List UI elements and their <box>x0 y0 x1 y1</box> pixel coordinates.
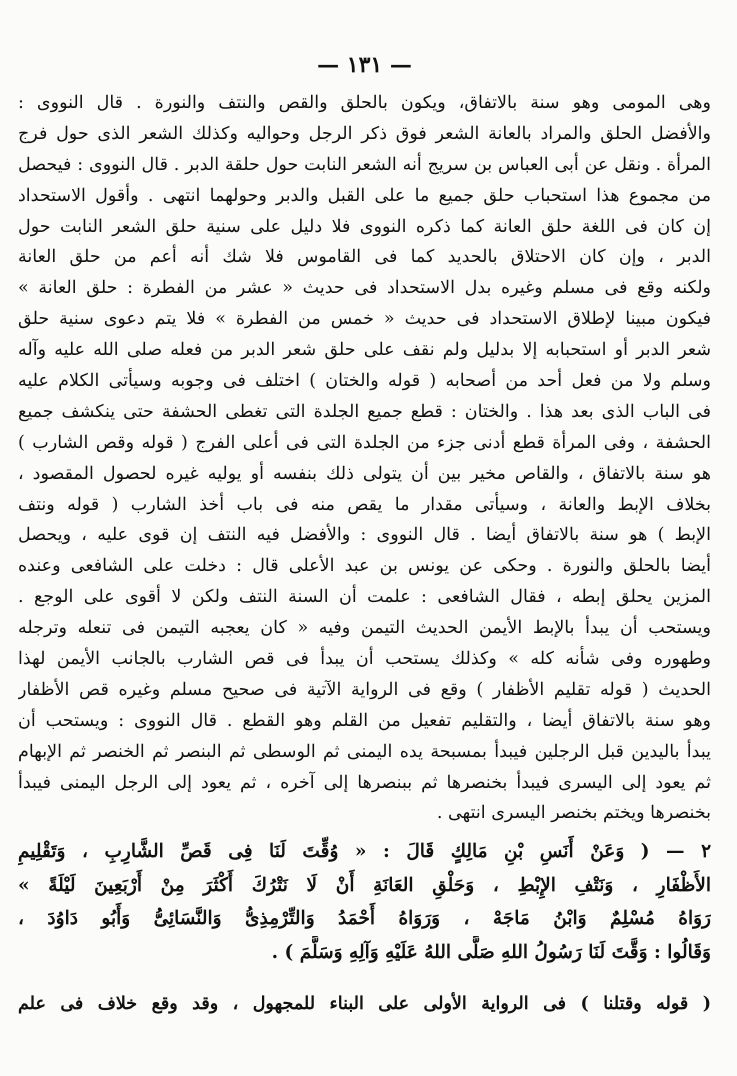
text-line: فيكون مبينا لإطلاق الاستحداد فى حديث « خمس من الفطرة » فلا يتم دعوى سنية حلق <box>18 309 711 330</box>
text-line: وهو سنة بالاتفاق أيضا ، والتقليم تفعيل من القلم وهو القطع . قال النووى : ويستحب أن <box>18 710 711 731</box>
text-line: فى الباب الذى بعد هذا . والختان : قطع جميع الجلدة التى تغطى الحشفة حتى ينكشف جميع <box>18 401 711 422</box>
commentary-continuation <box>18 989 711 1020</box>
hadith-line: وَقَالُوا : وَقَّتَ لَنَا رَسُولُ اللهِ صَلَّى اللهُ عَلَيْهِ وَآلِهِ وَسَلَّمَ ) . <box>271 941 711 963</box>
text-line: والأفضل الحلق والمراد بالعانة الشعر فوق ذكر الرجل وحواليه وكذلك الشعر الذى حول فرج <box>18 123 711 144</box>
text-line: المرأة . ونقل عن أبى العباس بن سريج أنه الشعر النابت حول حلقة الدبر . قال النووى : فيحصل <box>18 154 711 175</box>
hadith-block <box>18 835 711 969</box>
text-line: ولكنه وقع فى مسلم وغيره بدل الاستحداد فى حديث « عشر من الفطرة : حلق العانة » <box>18 278 711 299</box>
text-line: المزين يحلق إبطه ، فقال الشافعى : علمت أن السنة النتف ولكن لا أقوى على الوجع . <box>18 587 711 608</box>
text-line: وهى المومى وهو سنة بالاتفاق، ويكون بالحلق والقص والنتف والنورة . قال النووى : <box>18 93 711 113</box>
hadith-line: الأَظْفَارِ ، وَنَتْفِ الإِبْطِ ، وَحَلْقِ العَانَةِ أَنْ لَا نَتْرُكَ أَكْثَرَ مِنْ أَرْبَعِينَ لَيْلَةً » <box>18 874 711 896</box>
text-line: الدبر ، وإن كان الاحتلاق بالحديد كما فى القاموس فلا شك أنه أعم من حلق العانة <box>18 247 711 268</box>
commentary-body <box>18 88 711 829</box>
text-line: من مجموع هذا استحباب حلق جميع ما على القبل والدبر وحولهما انتهى . وأقول الاستحداد <box>18 185 711 206</box>
text-line: شعر الدبر أو استحبابه إلا بدليل ولم نقف على حلق شعر الدبر من فعله صلى الله عليه وآله <box>18 340 711 361</box>
hadith-line: ٢ — ( وَعَنْ أَنَسِ بْنِ مَالِكٍ قَالَ : « وُقِّتَ لَنَا فِى قَصِّ الشَّارِبِ ، وَتَقْلِيمِ <box>18 841 711 863</box>
text-line: وسلم ولا من فعل أحد من أصحابه ( قوله والختان ) اختلف فى وجوبه وسيأتى الكلام عليه <box>18 371 711 392</box>
text-line: أيضا بالحلق والنورة . وحكى عن يونس بن عبد الأعلى قال : دخلت على الشافعى وعنده <box>18 556 711 577</box>
text-line: الحشفة ، وفى المرأة قطع أدنى جزء من الجلدة التى فى أعلى الفرج ( قوله وقص الشارب ) <box>18 432 711 453</box>
page-number: — ١٣١ — <box>317 52 412 78</box>
text-line: يبدأ باليدين قبل الرجلين فيبدأ بمسبحة يده اليمنى ثم الوسطى ثم البنصر ثم الخنصر ثم الإبهام <box>18 741 711 762</box>
text-line: هو سنة بالاتفاق ، والقاص مخير بين أن يتولى ذلك بنفسه أو يوليه غيره لحصول المقصود ، <box>18 463 711 484</box>
text-line: بخلاف الإبط والعانة ، وسيأتى مقدار ما يقص منه فى باب أخذ الشارب ( قوله ونتف <box>18 494 711 515</box>
text-line: ثم يعود إلى اليسرى فيبدأ بخنصرها ثم ببنصرها إلى آخره ، ثم يعود إلى الرجل اليمنى فيبدأ <box>18 772 711 793</box>
text-line: الحديث ( قوله تقليم الأظفار ) وقع فى الرواية الآتية فى صحيح مسلم وغيره قص الأظفار <box>18 679 711 700</box>
text-line: بخنصرها ويختم بخنصر اليسرى انتهى . <box>436 803 711 824</box>
text-line: إن كان فى اللغة حلق العانة كما ذكره النووى فلا دليل على سنية حلق الشعر النابت حول <box>18 216 711 237</box>
text-line: ( قوله وقتلنا ) فى الرواية الأولى على البناء للمجهول ، وقد وقع خلاف فى علم <box>18 994 711 1015</box>
text-line: وطهوره وفى شأنه كله » وكذلك يستحب أن يبدأ فى قص الشارب بالجانب الأيمن لهذا <box>18 649 711 670</box>
text-line: الإبط ) هو سنة بالاتفاق أيضا . قال النووى : والأفضل فيه النتف إن قوى عليه ، ويحصل <box>18 525 711 546</box>
hadith-line: رَوَاهُ مُسْلِمٌ وَابْنُ مَاجَهْ ، وَرَوَاهُ أَحْمَدُ وَالتِّرْمِذِىُّ وَالنَّسَائِىُّ وَأَبُو دَاوُدَ ، <box>18 908 711 930</box>
text-line: ويستحب أن يبدأ بالإبط الأيمن الحديث التيمن وفيه « كان يعجبه التيمن فى تنعله وترجله <box>18 618 711 639</box>
